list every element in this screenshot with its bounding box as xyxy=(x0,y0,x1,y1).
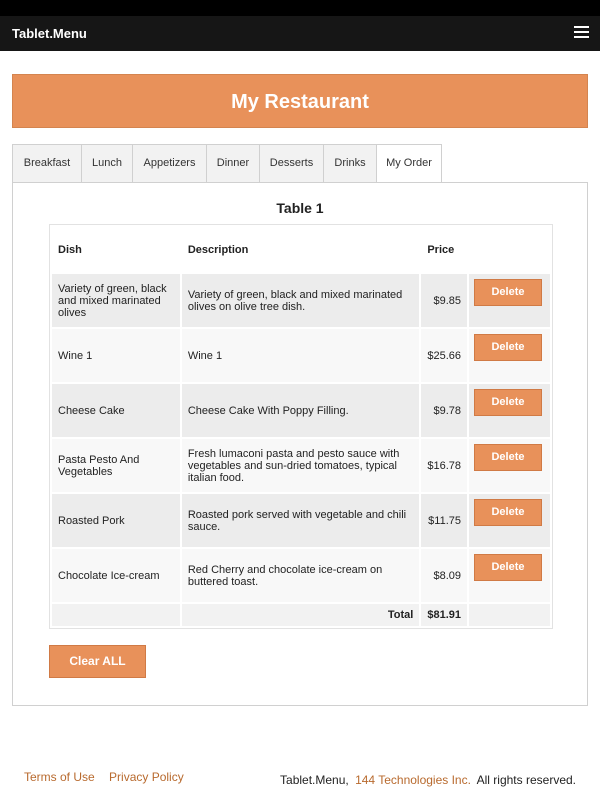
dish-description: Roasted pork served with vegetable and chili sauce. xyxy=(182,494,420,547)
table-row xyxy=(52,494,550,547)
tab-breakfast[interactable]: Breakfast xyxy=(12,144,81,183)
table-row xyxy=(52,274,550,327)
tab-my-order[interactable]: My Order xyxy=(376,144,442,184)
delete-button[interactable]: Delete xyxy=(474,554,542,581)
action-cell xyxy=(469,274,550,327)
dish-description: Wine 1 xyxy=(182,329,420,382)
copyright xyxy=(280,773,576,787)
dish-price: $8.09 xyxy=(421,549,467,602)
total-spacer xyxy=(52,604,180,626)
column-header-dish: Dish xyxy=(52,227,180,272)
dish-description: Red Cherry and chocolate ice-cream on buttered toast. xyxy=(182,549,420,602)
tab-dinner[interactable]: Dinner xyxy=(206,144,259,183)
hamburger-menu-icon[interactable] xyxy=(574,26,589,39)
table-row xyxy=(52,439,550,492)
dish-name: Pasta Pesto And Vegetables xyxy=(52,439,180,492)
footer-links xyxy=(24,770,195,784)
table-row xyxy=(52,329,550,382)
delete-button[interactable]: Delete xyxy=(474,444,542,471)
action-cell xyxy=(469,439,550,492)
table-row xyxy=(52,384,550,437)
total-value: $81.91 xyxy=(421,604,467,626)
tab-lunch[interactable]: Lunch xyxy=(81,144,132,183)
column-header-price: Price xyxy=(421,227,467,272)
total-action-spacer xyxy=(469,604,550,626)
table-title: Table 1 xyxy=(276,200,324,216)
total-label: Total xyxy=(182,604,420,626)
copyright-rights: All rights reserved. xyxy=(476,773,576,787)
dish-name: Variety of green, black and mixed marinated olives xyxy=(52,274,180,327)
order-table xyxy=(49,224,553,629)
action-cell xyxy=(469,549,550,602)
column-header-description: Description xyxy=(182,227,420,272)
dish-price: $11.75 xyxy=(421,494,467,547)
copyright-brand: Tablet.Menu, xyxy=(280,773,349,787)
dish-name: Wine 1 xyxy=(52,329,180,382)
dish-price: $16.78 xyxy=(421,439,467,492)
privacy-policy-link[interactable]: Privacy Policy xyxy=(109,770,184,784)
menu-tabs xyxy=(12,144,442,183)
total-row xyxy=(52,604,550,626)
action-cell xyxy=(469,384,550,437)
dish-name: Cheese Cake xyxy=(52,384,180,437)
column-header-action xyxy=(469,227,550,272)
dish-description: Variety of green, black and mixed marinated olives on olive tree dish. xyxy=(182,274,420,327)
tab-desserts[interactable]: Desserts xyxy=(259,144,323,183)
delete-button[interactable]: Delete xyxy=(474,279,542,306)
delete-button[interactable]: Delete xyxy=(474,389,542,416)
my-order-panel xyxy=(12,182,588,706)
company-link[interactable]: 144 Technologies Inc. xyxy=(355,773,471,787)
dish-price: $25.66 xyxy=(421,329,467,382)
restaurant-banner xyxy=(12,74,588,128)
dish-name: Roasted Pork xyxy=(52,494,180,547)
dish-name: Chocolate Ice-cream xyxy=(52,549,180,602)
tab-appetizers[interactable]: Appetizers xyxy=(132,144,206,183)
tab-drinks[interactable]: Drinks xyxy=(323,144,376,183)
dish-price: $9.78 xyxy=(421,384,467,437)
action-cell xyxy=(469,494,550,547)
clear-all-button[interactable]: Clear ALL xyxy=(49,645,146,678)
dish-description: Cheese Cake With Poppy Filling. xyxy=(182,384,420,437)
brand-link[interactable]: Tablet.Menu xyxy=(12,26,87,41)
terms-of-use-link[interactable]: Terms of Use xyxy=(24,770,95,784)
dish-description: Fresh lumaconi pasta and pesto sauce with vegetables and sun-dried tomatoes, typical italian food. xyxy=(182,439,420,492)
delete-button[interactable]: Delete xyxy=(474,499,542,526)
delete-button[interactable]: Delete xyxy=(474,334,542,361)
top-navbar xyxy=(0,16,600,51)
status-strip xyxy=(0,0,600,16)
table-row xyxy=(52,549,550,602)
action-cell xyxy=(469,329,550,382)
restaurant-title: My Restaurant xyxy=(231,91,369,113)
dish-price: $9.85 xyxy=(421,274,467,327)
